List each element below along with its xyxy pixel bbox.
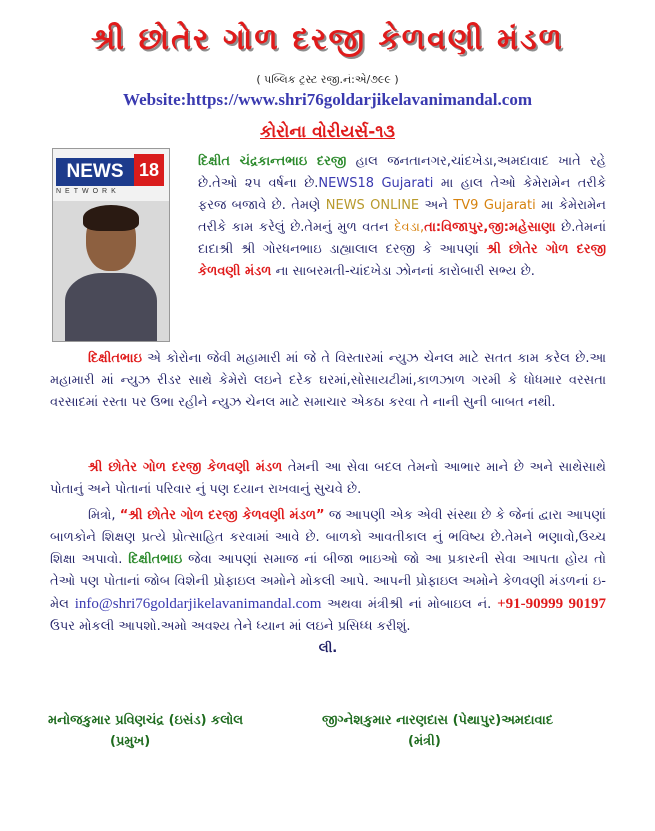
logo-subtitle: NETWORK bbox=[56, 188, 120, 195]
news18-logo bbox=[53, 149, 169, 201]
website-link[interactable]: Website:https://www.shri76goldarjikelavanimandal.com bbox=[123, 90, 532, 109]
president-name: મનોજકુમાર પ્રવિણચંદ્ર (ઇસંડ) કલોલ bbox=[48, 713, 244, 728]
logo-number: 18 bbox=[134, 154, 164, 186]
org-name-inline: શ્રી છોતેર ગોળ દરજી કેળવણી મંડળ bbox=[198, 242, 606, 279]
appeal-paragraph: મિત્રો, “શ્રી છોતેર ગોળ દરજી કેળવણી મંડળ” જ આપણી એક એવી સંસ્થા છે કે જેનાં દ્વારા આપણાં બાળકોને શિક્ષણ પ્રત્યે પ્રોત્સાહિત કરવામાં આવે છે. બાળકો આવતીકાલ નું ભવિષ્ય છે.તેમને ભણાવો,ઉચ્ચ શિક્ષા અપાવો. દિક્ષીતભાઇ જેવા આપણાં સમાજ નાં બીજા ભાઇઓ જો આ પ્રકારની સેવા આપતા હોય તો તેઓ પણ પોતાનાં જોબ વિશેની પ્રોફાઇલ અમોને મોકલી આપે. આપની પ્રોફાઇલ અમોને કેળવણી મંડળનાં ઇ-મેલ info@shri76goldarjikelavanimandal.com અથવા મંત્રીશ્રી નાં મોબાઇલ નં. +91-90999 90197 ઉપર મોકલી આપશો.અમો અવશ્ય તેને ધ્યાન માં લઇને પ્રસિધ્ધ કરીશું. લી. bbox=[50, 505, 606, 660]
native-place: તા:વિજાપુર,જી:મહેસાણા bbox=[424, 220, 556, 235]
gratitude-paragraph: શ્રી છોતેર ગોળ દરજી કેળવણી મંડળ તેમની આ સેવા બદલ તેમનો આભાર માને છે અને સાથેસાથે પોતાનું અને પોતાનાં પરિવાર નું પણ દયાન રાખવાનું સુચવે છે. bbox=[50, 460, 606, 497]
person-name: દિક્ષીત ચંદ્રકાન્તભાઇ દરજી bbox=[198, 154, 347, 169]
secretary-role: (મંત્રી) bbox=[408, 734, 441, 749]
article-headline: કોરોના વોરીયર્સ-૧૩ bbox=[260, 122, 395, 142]
native-village: દેવડા, bbox=[394, 220, 425, 235]
phone-number[interactable]: +91-90999 90197 bbox=[497, 596, 606, 612]
person-body bbox=[65, 273, 157, 342]
registration-number: ( પબ્લિક ટ્રસ્ટ રજી.નં:એ/૭૯૯ ) bbox=[256, 73, 399, 86]
channel-news18: NEWS18 Gujarati bbox=[318, 176, 434, 191]
closing-mark: લી. bbox=[318, 641, 338, 656]
email-link[interactable]: info@shri76goldarjikelavanimandal.com bbox=[74, 596, 322, 612]
intro-paragraph: દિક્ષીત ચંદ્રકાન્તભાઇ દરજી હાલ જનતાનગર,ચાંદખેડા,અમદાવાદ ખાતે રહે છે.તેઓ ૨૫ વર્ષના છે.NEWS18 Gujarati મા હાલ તેઓ કેમેરામેન તરીકે ફરજ બજાવે છે. તેમણે NEWS ONLINE અને TV9 Gujarati મા કેમેરામેન તરીકે કામ કરેલું છે.તેમનું મુળ વતન દેવડા,તા:વિજાપુર,જી:મહેસાણા છે.તેમનાં દાદાશ્રી શ્રી ગોરધનભાઇ ડાહ્યાલાલ દરજી કે આપણાં શ્રી છોતેર ગોળ દરજી કેળવણી મંડળ ના સાબરમતી-ચાંદખેડા ઝોનનાં કારોબારી સભ્ય છે. bbox=[198, 154, 607, 279]
channel-news-online: NEWS ONLINE bbox=[325, 198, 420, 213]
logo-news-text: NEWS bbox=[56, 158, 134, 186]
person-name-appeal: દિક્ષીતભાઇ bbox=[128, 552, 183, 567]
channel-tv9: TV9 Gujarati bbox=[453, 198, 536, 213]
org-name-appeal: “શ્રી છોતેર ગોળ દરજી કેળવણી મંડળ” bbox=[119, 508, 325, 523]
profile-photo bbox=[52, 148, 170, 342]
org-name-gratitude: શ્રી છોતેર ગોળ દરજી કેળવણી મંડળ bbox=[88, 460, 283, 475]
org-title: શ્રી છોતેર ગોળ દરજી કેળવણી મંડળ bbox=[90, 22, 565, 57]
person-hair bbox=[83, 205, 139, 231]
secretary-name: જીગ્નેશકુમાર નારણદાસ (પેથાપુર)અમદાવાદ bbox=[322, 713, 554, 728]
service-paragraph: દિક્ષીતભાઇ એ કોરોના જેવી મહામારી માં જે તે વિસ્તારમાં ન્યુઝ ચેનલ માટે સતત કામ કરેલ છે.આ મહામારી માં ન્યુઝ રીડર સાથે કેમેરો લઇને દરેક ઘરમાં,સોસાયટીમાં,કાળઝાળ ગરમી કે ધોધમાર વરસતા વરસાદમાં રસ્તા પર ઉભા રહીને ન્યુઝ ચેનલ માટે સમાચાર એકઠા કરવા તે નાની સુની બાબત નથી. bbox=[50, 351, 606, 410]
person-name-short: દિક્ષીતભાઇ bbox=[88, 351, 142, 366]
president-role: (પ્રમુખ) bbox=[110, 734, 151, 749]
